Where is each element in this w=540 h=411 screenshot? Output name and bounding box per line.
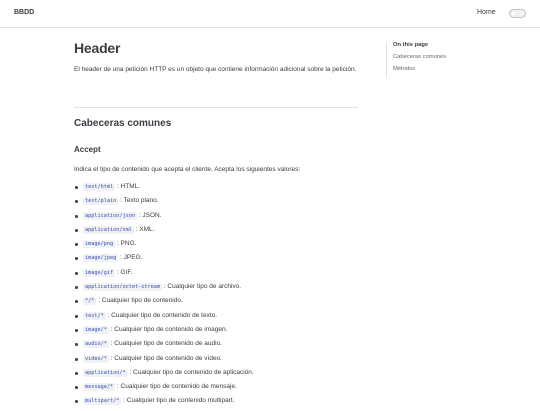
content-type-description: : JPEG. [120,254,143,262]
outline-link-metodos[interactable]: Métodos [393,66,416,72]
content-type-code: message/* [85,384,114,391]
subsection-heading: Accept [74,145,101,154]
list-item [74,282,254,296]
content-type-description: : Cualquier tipo de contenido de texto. [107,311,218,319]
list-item [74,182,254,196]
section-heading: Cabeceras comunes [74,118,172,129]
section-divider [74,107,358,108]
list-item [74,368,254,382]
content-type-description: : Cualquier tipo de contenido de vídeo. [110,354,222,362]
content-type-code: application/* [85,369,126,376]
content-type-code: application/json [85,212,135,219]
subsection-description: Indica el tipo de contenido que acepta el cliente. Acepta los siguientes valores: [74,166,301,173]
content-type-code: video/* [85,355,107,362]
content-type-code: image/jpeg [85,255,117,262]
site-title-link[interactable]: BBDD [14,9,35,16]
top-navbar [0,0,540,28]
toggle-knob [511,11,516,16]
list-item [74,225,254,239]
on-this-page-outline [386,42,526,78]
content-type-code: */* [85,298,95,305]
content-type-description: : HTML. [116,183,141,190]
list-item [74,253,254,267]
list-item [74,196,254,210]
content-type-code: audio/* [85,341,107,348]
content-type-description: : PNG. [116,240,137,248]
content-type-description: : Cualquier tipo de archivo. [163,283,242,291]
content-type-description: : Cualquier tipo de contenido de mensaje. [116,383,237,391]
content-type-description: : Cualquier tipo de contenido. [98,297,183,305]
content-type-code: text/html [85,184,114,190]
content-type-description: : XML. [135,225,155,233]
list-item [74,211,254,225]
content-type-code: text/plain [85,198,117,205]
list-item [74,396,254,410]
outline-link-cabeceras[interactable]: Cabeceras comunes [393,54,447,60]
content-type-code: image/gif [85,269,114,276]
content-type-description: : Cualquier tipo de contenido de aplicación. [129,368,254,376]
content-type-code: image/* [85,326,107,333]
list-item [74,339,254,353]
page-intro: El header de una petición HTTP es un objeto que contiene información adicional sobre la petición. [74,66,357,73]
list-item [74,382,254,396]
content-type-description: : JSON. [138,211,162,219]
page-title: Header [74,40,121,56]
content-type-description: : Cualquier tipo de contenido multipart. [123,397,235,405]
list-item [74,239,254,253]
content-type-description: : GIF. [116,268,133,276]
content-type-code: application/octet-stream [85,284,160,291]
content-type-code: image/png [85,241,114,248]
content-type-code: application/xml [85,226,132,233]
content-type-list [74,182,254,411]
outline-title: On this page [393,42,429,48]
list-item [74,325,254,339]
nav-home-link[interactable]: Home [477,9,496,16]
content-type-code: text/* [85,312,104,319]
list-item [74,268,254,282]
list-item [74,354,254,368]
list-item [74,296,254,310]
content-type-description: : Texto plano. [120,197,159,205]
appearance-toggle-icon[interactable] [509,9,526,18]
content-type-description: : Cualquier tipo de contenido de imagen. [110,325,228,333]
content-type-description: : Cualquier tipo de contenido de audio. [110,340,222,348]
list-item [74,311,254,325]
content-type-code: multipart/* [85,398,120,405]
